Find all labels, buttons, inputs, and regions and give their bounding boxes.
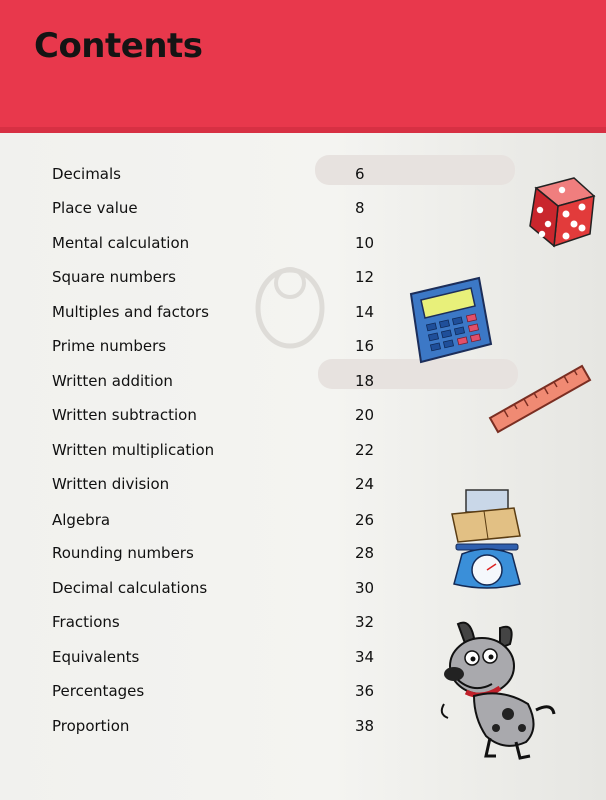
toc-label: Equivalents: [52, 648, 140, 666]
toc-page-number: 36: [355, 682, 375, 700]
toc-page-number: 26: [355, 511, 375, 529]
weighing-scale-icon: [444, 484, 530, 592]
toc-page-number: 28: [355, 544, 375, 562]
toc-label: Prime numbers: [52, 337, 167, 355]
toc-label: Written subtraction: [52, 406, 197, 424]
dog-icon: [430, 618, 562, 760]
toc-page-number: 22: [355, 441, 375, 459]
toc-row[interactable]: [52, 677, 382, 705]
header-banner: [0, 0, 606, 133]
toc-row[interactable]: [52, 194, 382, 222]
toc-label: Fractions: [52, 613, 120, 631]
toc-row[interactable]: [52, 574, 382, 602]
toc-label: Decimal calculations: [52, 579, 208, 597]
toc-row[interactable]: [52, 608, 382, 636]
toc-row[interactable]: [52, 712, 382, 740]
toc-row[interactable]: [52, 643, 382, 671]
toc-row[interactable]: [52, 539, 382, 567]
toc-label: Written division: [52, 475, 170, 493]
toc-row[interactable]: [52, 470, 382, 498]
toc-page-number: 20: [355, 406, 375, 424]
toc-page-number: 12: [355, 268, 375, 286]
toc-row[interactable]: [52, 263, 382, 291]
toc-page-number: 30: [355, 579, 375, 597]
toc-label: Algebra: [52, 511, 111, 529]
toc-row[interactable]: [52, 298, 382, 326]
page-title: Contents: [34, 26, 203, 66]
toc-page-number: 6: [355, 165, 365, 183]
toc-row[interactable]: [52, 160, 382, 188]
dice-icon: [522, 174, 598, 250]
toc-page-number: 10: [355, 234, 375, 252]
toc-label: Decimals: [52, 165, 121, 183]
toc-label: Percentages: [52, 682, 145, 700]
toc-label: Multiples and factors: [52, 303, 209, 321]
toc-row[interactable]: [52, 436, 382, 464]
toc-page-number: 16: [355, 337, 375, 355]
toc-page-number: 8: [355, 199, 365, 217]
toc-label: Place value: [52, 199, 138, 217]
toc-page-number: 32: [355, 613, 375, 631]
toc-label: Rounding numbers: [52, 544, 194, 562]
toc-page-number: 38: [355, 717, 375, 735]
toc-row[interactable]: [52, 401, 382, 429]
toc-label: Square numbers: [52, 268, 176, 286]
toc-label: Mental calculation: [52, 234, 190, 252]
ruler-icon: [486, 362, 592, 438]
toc-label: Proportion: [52, 717, 130, 735]
toc-row[interactable]: [52, 332, 382, 360]
toc-row[interactable]: [52, 367, 382, 395]
toc-page-number: 34: [355, 648, 375, 666]
toc-page-number: 24: [355, 475, 375, 493]
toc-row[interactable]: [52, 506, 382, 534]
calculator-icon: [405, 274, 495, 366]
toc-label: Written addition: [52, 372, 173, 390]
toc-page-number: 18: [355, 372, 375, 390]
toc-page-number: 14: [355, 303, 375, 321]
toc-row[interactable]: [52, 229, 382, 257]
toc-label: Written multiplication: [52, 441, 215, 459]
